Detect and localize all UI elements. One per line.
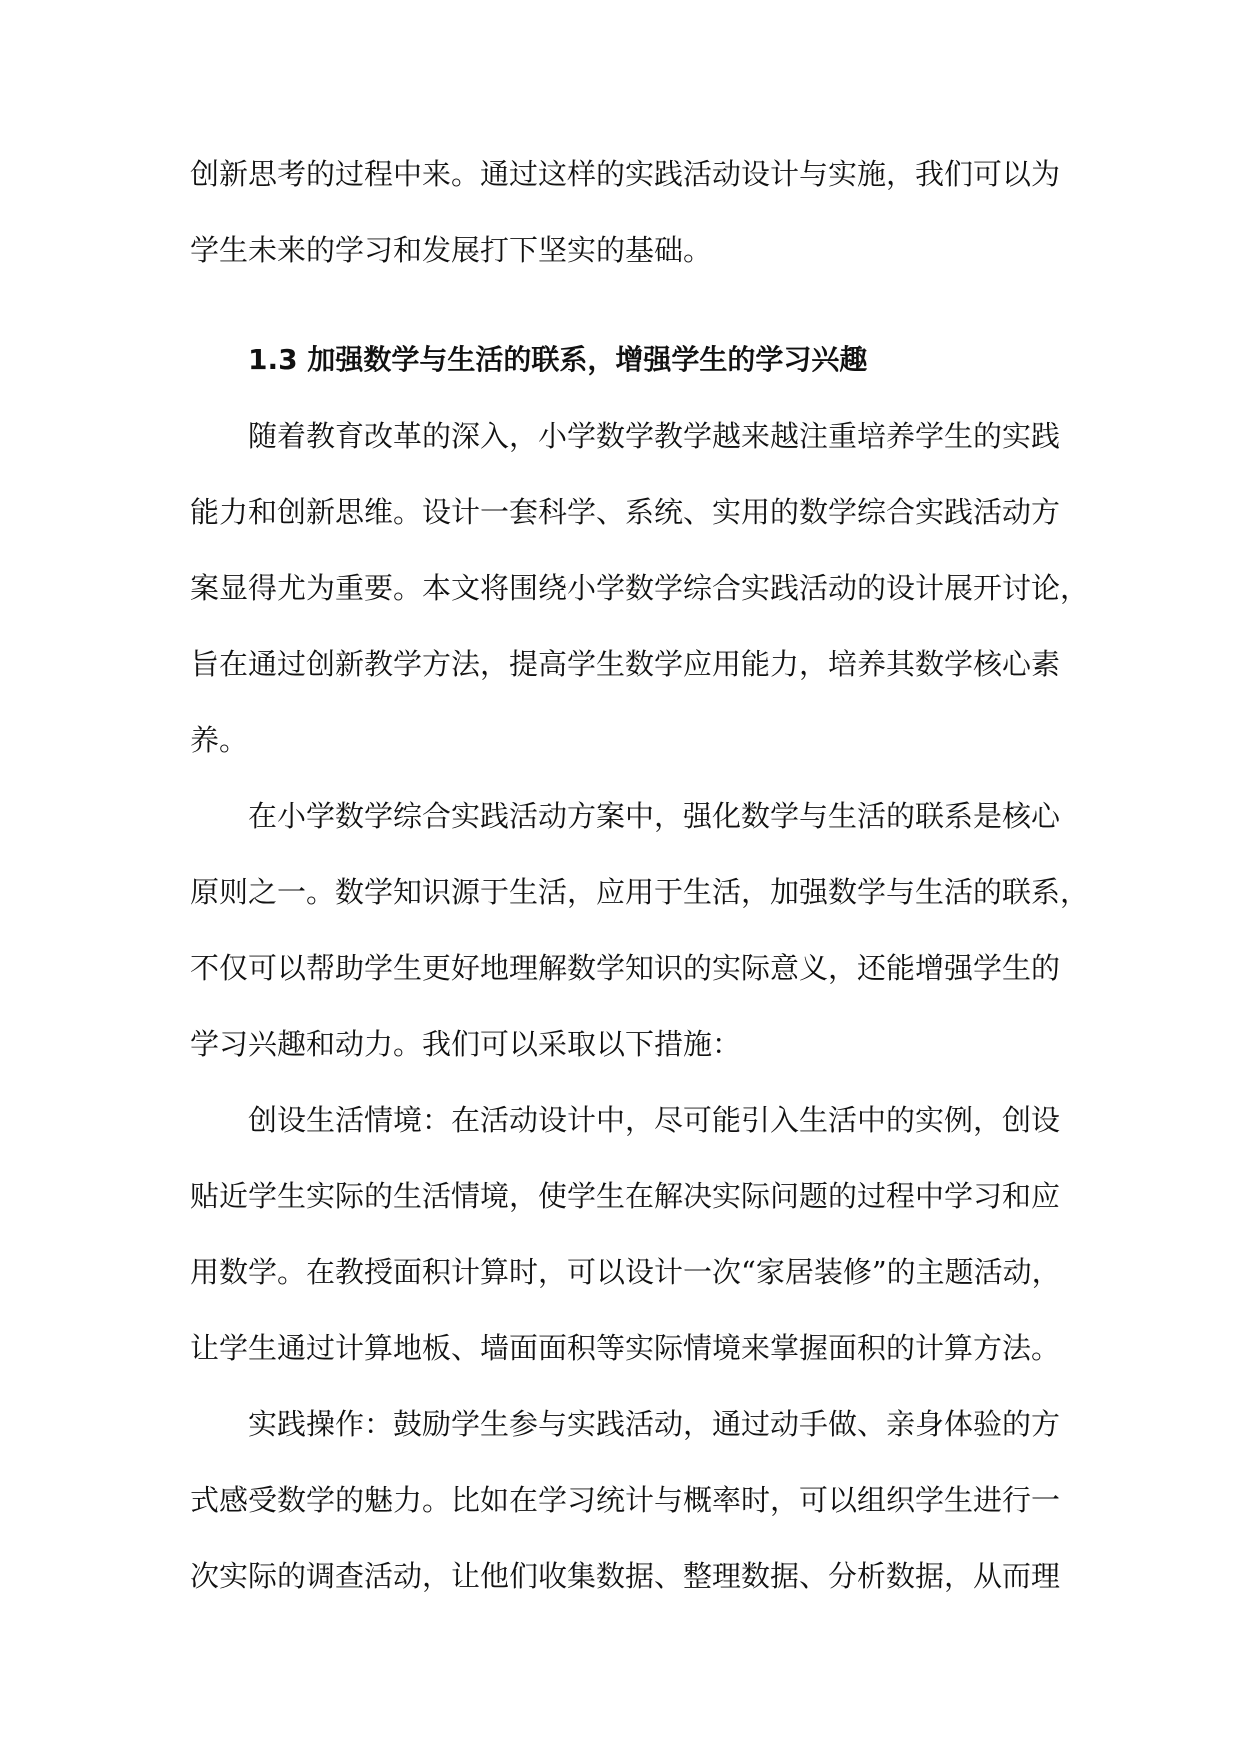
paragraph-2 [190, 778, 1090, 1082]
paragraph-4 [190, 1386, 1061, 1614]
document-page [190, 136, 1090, 1614]
text-line: 原则之一。数学知识源于生活，应用于生活，加强数学与生活的联系， [190, 875, 1090, 909]
text-line: 能力和创新思维。设计一套科学、系统、实用的数学综合实践活动方 [190, 495, 1061, 529]
text-line: 创新思考的过程中来。通过这样的实践活动设计与实施，我们可以为 [190, 157, 1061, 191]
paragraph-3 [190, 1082, 1061, 1386]
text-line: 创设生活情境：在活动设计中，尽可能引入生活中的实例，创设 [248, 1103, 1061, 1137]
text-line: 贴近学生实际的生活情境，使学生在解决实际问题的过程中学习和应 [190, 1179, 1061, 1213]
section-heading-block [190, 322, 1050, 398]
text-line: 用数学。在教授面积计算时，可以设计一次“家居装修”的主题活动， [190, 1255, 1061, 1289]
text-line: 不仅可以帮助学生更好地理解数学知识的实际意义，还能增强学生的 [190, 951, 1061, 985]
text-line: 式感受数学的魅力。比如在学习统计与概率时，可以组织学生进行一 [190, 1483, 1061, 1517]
text-line: 案显得尤为重要。本文将围绕小学数学综合实践活动的设计展开讨论， [190, 571, 1090, 605]
text-line: 在小学数学综合实践活动方案中，强化数学与生活的联系是核心 [248, 799, 1061, 833]
text-line: 让学生通过计算地板、墙面面积等实际情境来掌握面积的计算方法。 [190, 1331, 1061, 1365]
text-line: 养。 [190, 723, 249, 757]
text-line: 次实际的调查活动，让他们收集数据、整理数据、分析数据，从而理 [190, 1559, 1061, 1593]
section-heading: 1.3 加强数学与生活的联系，增强学生的学习兴趣 [248, 343, 868, 376]
paragraph-1 [190, 398, 1090, 778]
text-line: 学习兴趣和动力。我们可以采取以下措施： [190, 1027, 742, 1061]
text-line: 旨在通过创新教学方法，提高学生数学应用能力，培养其数学核心素 [190, 647, 1061, 681]
text-line: 随着教育改革的深入，小学数学教学越来越注重培养学生的实践 [248, 419, 1061, 453]
text-line: 实践操作：鼓励学生参与实践活动，通过动手做、亲身体验的方 [248, 1407, 1061, 1441]
intro-paragraph [190, 136, 1061, 288]
text-line: 学生未来的学习和发展打下坚实的基础。 [190, 233, 713, 267]
